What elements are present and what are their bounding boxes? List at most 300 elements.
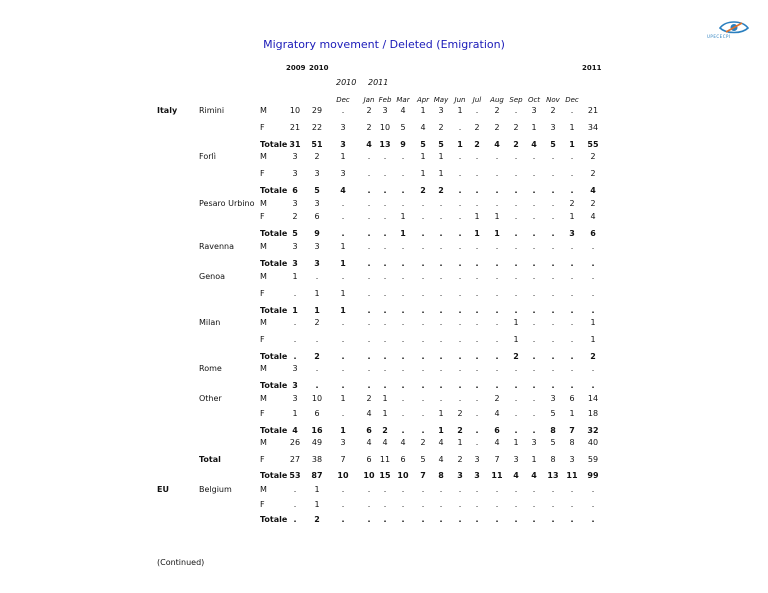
table-cell: 1 (340, 152, 346, 161)
table-cell: . (570, 500, 574, 509)
table-cell: . (367, 381, 371, 390)
table-cell: . (341, 229, 345, 238)
table-cell: 1 (420, 169, 426, 178)
table-cell: . (514, 289, 518, 298)
table-cell: 7 (340, 455, 346, 464)
table-cell: 3 (292, 242, 298, 251)
table-cell: 2 (590, 199, 596, 208)
table-cell: . (475, 409, 479, 418)
table-cell: 11 (566, 471, 578, 480)
table-cell: . (293, 289, 297, 298)
table-cell: . (421, 289, 425, 298)
table-cell: 11 (379, 455, 391, 464)
table-cell: . (439, 199, 443, 208)
table-cell: . (532, 242, 536, 251)
table-cell: . (383, 259, 387, 268)
table-cell: . (495, 289, 499, 298)
row-label: M (260, 438, 267, 447)
table-cell: . (458, 515, 462, 524)
table-cell: . (439, 306, 443, 315)
table-cell: . (514, 106, 518, 115)
table-cell: . (532, 306, 536, 315)
table-cell: 3 (340, 438, 346, 447)
table-cell: 8 (569, 438, 575, 447)
table-cell: 9 (314, 229, 320, 238)
table-cell: . (421, 364, 425, 373)
row-label: F (260, 123, 265, 132)
table-cell: . (551, 229, 555, 238)
table-cell: 1 (340, 259, 346, 268)
column-header: Jul (472, 96, 482, 104)
table-cell: . (341, 500, 345, 509)
table-cell: . (421, 394, 425, 403)
table-cell: . (341, 318, 345, 327)
table-cell: 2 (590, 152, 596, 161)
table-cell: 34 (587, 123, 599, 132)
table-cell: 2 (438, 186, 444, 195)
table-cell: . (495, 364, 499, 373)
table-cell: . (551, 381, 555, 390)
table-cell: . (401, 169, 405, 178)
table-cell: . (421, 485, 425, 494)
table-cell: . (293, 500, 297, 509)
table-cell: 4 (590, 212, 596, 221)
table-cell: 2 (494, 106, 500, 115)
table-cell: . (475, 335, 479, 344)
row-label: M (260, 485, 267, 494)
table-cell: . (514, 242, 518, 251)
table-cell: 3 (292, 394, 298, 403)
table-cell: 13 (379, 140, 391, 149)
table-cell: 2 (366, 394, 372, 403)
table-cell: . (421, 199, 425, 208)
table-cell: 49 (311, 438, 323, 447)
table-cell: . (551, 318, 555, 327)
table-cell: 87 (311, 471, 323, 480)
table-cell: . (367, 229, 371, 238)
table-cell: 1 (513, 438, 519, 447)
table-cell: 21 (289, 123, 301, 132)
table-cell: . (315, 272, 319, 281)
table-cell: . (475, 242, 479, 251)
table-cell: 3 (474, 471, 480, 480)
row-label: F (260, 289, 265, 298)
table-cell: 1 (382, 409, 388, 418)
table-cell: . (293, 335, 297, 344)
table-cell: 4 (494, 140, 500, 149)
table-cell: . (458, 318, 462, 327)
table-cell: 3 (382, 106, 388, 115)
table-cell: . (475, 186, 479, 195)
table-cell: . (551, 186, 555, 195)
table-cell: . (458, 500, 462, 509)
table-cell: 29 (311, 106, 323, 115)
table-cell: . (401, 289, 405, 298)
column-header: Dec (336, 96, 350, 104)
table-cell: 11 (491, 471, 503, 480)
table-cell: 1 (569, 409, 575, 418)
table-cell: . (570, 259, 574, 268)
table-cell: . (401, 485, 405, 494)
table-cell: 1 (292, 409, 298, 418)
table-cell: 3 (292, 259, 298, 268)
table-cell: . (439, 259, 443, 268)
table-cell: 3 (292, 152, 298, 161)
table-cell: . (551, 199, 555, 208)
table-cell: . (383, 199, 387, 208)
table-cell: . (514, 500, 518, 509)
table-cell: . (514, 381, 518, 390)
table-cell: . (341, 364, 345, 373)
table-cell: . (458, 364, 462, 373)
table-cell: . (570, 242, 574, 251)
table-cell: . (475, 318, 479, 327)
table-cell: . (495, 485, 499, 494)
table-cell: . (551, 259, 555, 268)
place-label: Pesaro Urbino (199, 199, 255, 208)
table-cell: . (367, 199, 371, 208)
table-cell: 4 (366, 438, 372, 447)
table-cell: 1 (340, 394, 346, 403)
table-cell: . (458, 352, 462, 361)
table-cell: 8 (550, 455, 556, 464)
table-cell: 2 (366, 106, 372, 115)
table-cell: . (532, 229, 536, 238)
table-cell: . (475, 485, 479, 494)
table-cell: . (551, 169, 555, 178)
table-cell: . (475, 272, 479, 281)
table-cell: . (495, 152, 499, 161)
year-2010: 2010 (309, 64, 329, 72)
table-cell: 2 (457, 455, 463, 464)
table-cell: . (551, 289, 555, 298)
table-cell: . (439, 318, 443, 327)
table-cell: . (532, 259, 536, 268)
table-cell: 1 (340, 242, 346, 251)
table-cell: 1 (420, 152, 426, 161)
table-cell: . (551, 352, 555, 361)
table-cell: . (439, 212, 443, 221)
table-cell: 3 (550, 394, 556, 403)
table-cell: 7 (420, 471, 426, 480)
table-cell: . (383, 335, 387, 344)
table-cell: . (383, 318, 387, 327)
table-cell: 27 (289, 455, 301, 464)
table-cell: 6 (366, 455, 372, 464)
table-cell: 1 (590, 335, 596, 344)
table-cell: 2 (590, 169, 596, 178)
table-cell: 1 (457, 140, 463, 149)
sub-year-2010: 2010 (336, 78, 357, 87)
table-cell: . (458, 335, 462, 344)
table-cell: . (532, 272, 536, 281)
table-cell: . (383, 152, 387, 161)
table-cell: . (293, 352, 297, 361)
table-cell: 2 (494, 394, 500, 403)
table-cell: . (570, 352, 574, 361)
table-cell: . (421, 229, 425, 238)
column-header: Jan (363, 96, 375, 104)
table-cell: . (439, 229, 443, 238)
place-label: Other (199, 394, 222, 403)
column-header: Feb (378, 96, 392, 104)
table-cell: . (421, 242, 425, 251)
table-cell: 1 (382, 394, 388, 403)
table-cell: . (495, 306, 499, 315)
table-cell: 3 (314, 242, 320, 251)
table-cell: 3 (314, 199, 320, 208)
table-cell: . (383, 352, 387, 361)
table-cell: . (401, 515, 405, 524)
table-cell: 3 (292, 381, 298, 390)
table-cell: . (591, 364, 595, 373)
table-cell: 1 (474, 229, 480, 238)
row-label: F (260, 212, 265, 221)
table-cell: 99 (587, 471, 599, 480)
table-cell: . (401, 242, 405, 251)
table-cell: 13 (547, 471, 559, 480)
table-cell: . (458, 169, 462, 178)
table-cell: . (591, 242, 595, 251)
table-cell: . (475, 364, 479, 373)
place-label: Milan (199, 318, 221, 327)
table-cell: . (532, 485, 536, 494)
row-label: M (260, 272, 267, 281)
table-cell: . (551, 364, 555, 373)
table-cell: 3 (531, 106, 537, 115)
year-2011: 2011 (582, 64, 602, 72)
table-cell: 4 (400, 106, 406, 115)
table-cell: 2 (457, 409, 463, 418)
table-cell: . (475, 515, 479, 524)
table-cell: . (458, 289, 462, 298)
table-cell: 2 (474, 140, 480, 149)
table-cell: . (439, 335, 443, 344)
table-cell: 1 (340, 306, 346, 315)
table-cell: . (383, 186, 387, 195)
table-cell: 5 (550, 409, 556, 418)
table-cell: . (591, 259, 595, 268)
table-cell: . (293, 485, 297, 494)
table-cell: 3 (292, 169, 298, 178)
table-cell: . (383, 381, 387, 390)
table-cell: . (570, 106, 574, 115)
table-cell: 3 (314, 169, 320, 178)
table-cell: . (401, 500, 405, 509)
table-cell: 3 (569, 455, 575, 464)
table-cell: 2 (569, 199, 575, 208)
table-cell: 1 (314, 485, 320, 494)
table-cell: . (367, 306, 371, 315)
table-cell: . (367, 318, 371, 327)
table-cell: . (591, 306, 595, 315)
table-cell: 18 (587, 409, 599, 418)
row-label: M (260, 106, 267, 115)
table-cell: 1 (474, 212, 480, 221)
table-cell: 40 (587, 438, 599, 447)
table-cell: . (570, 335, 574, 344)
table-cell: 4 (420, 123, 426, 132)
table-cell: 9 (400, 140, 406, 149)
table-cell: . (383, 272, 387, 281)
table-cell: . (570, 152, 574, 161)
table-cell: . (367, 289, 371, 298)
table-cell: 1 (531, 455, 537, 464)
table-cell: 6 (569, 394, 575, 403)
table-cell: 4 (494, 409, 500, 418)
table-cell: 3 (531, 438, 537, 447)
table-cell: . (439, 289, 443, 298)
table-cell: 7 (569, 426, 575, 435)
table-cell: . (439, 242, 443, 251)
table-cell: 3 (340, 169, 346, 178)
place-label: Rimini (199, 106, 225, 115)
table-cell: 2 (550, 106, 556, 115)
table-cell: 51 (311, 140, 323, 149)
table-cell: 4 (590, 186, 596, 195)
table-cell: . (591, 272, 595, 281)
table-cell: . (551, 242, 555, 251)
table-cell: . (421, 306, 425, 315)
table-cell: . (439, 394, 443, 403)
table-cell: . (514, 409, 518, 418)
table-cell: . (458, 212, 462, 221)
table-cell: . (532, 394, 536, 403)
table-cell: 4 (382, 438, 388, 447)
table-cell: 3 (340, 123, 346, 132)
column-header: May (433, 96, 449, 104)
table-cell: . (401, 381, 405, 390)
table-cell: 10 (289, 106, 301, 115)
table-cell: . (383, 212, 387, 221)
table-cell: . (439, 515, 443, 524)
table-cell: . (570, 381, 574, 390)
table-cell: . (514, 515, 518, 524)
table-cell: 4 (438, 438, 444, 447)
table-cell: . (341, 515, 345, 524)
table-cell: . (495, 242, 499, 251)
table-cell: 2 (382, 426, 388, 435)
table-cell: . (495, 272, 499, 281)
table-cell: . (475, 259, 479, 268)
table-cell: . (591, 289, 595, 298)
table-cell: . (475, 381, 479, 390)
continued-note: (Continued) (157, 558, 205, 567)
table-cell: . (401, 426, 405, 435)
table-cell: . (495, 259, 499, 268)
table-cell: 1 (590, 318, 596, 327)
table-cell: . (532, 364, 536, 373)
table-cell: . (591, 515, 595, 524)
table-cell: . (421, 272, 425, 281)
table-cell: 3 (569, 229, 575, 238)
table-cell: . (401, 364, 405, 373)
table-cell: 16 (311, 426, 323, 435)
table-cell: . (514, 169, 518, 178)
table-cell: . (475, 394, 479, 403)
table-cell: . (315, 335, 319, 344)
table-cell: 1 (340, 426, 346, 435)
table-cell: . (495, 335, 499, 344)
table-cell: 1 (400, 212, 406, 221)
table-cell: . (367, 169, 371, 178)
row-label: Totale (260, 381, 288, 390)
table-cell: 1 (569, 140, 575, 149)
table-cell: . (495, 500, 499, 509)
table-cell: 4 (531, 140, 537, 149)
place-label: Rome (199, 364, 222, 373)
table-cell: . (570, 515, 574, 524)
table-cell: 2 (314, 152, 320, 161)
table-cell: 4 (366, 140, 372, 149)
table-cell: 2 (513, 352, 519, 361)
table-cell: . (293, 515, 297, 524)
place-label: Total (199, 455, 221, 464)
table-cell: . (475, 169, 479, 178)
table-cell: 4 (531, 471, 537, 480)
place-label: Genoa (199, 272, 225, 281)
logo-text: UPECECPI (707, 34, 731, 39)
table-cell: 2 (438, 123, 444, 132)
column-header: Oct (527, 96, 541, 104)
table-cell: . (341, 409, 345, 418)
table-cell: 1 (513, 318, 519, 327)
table-cell: 2 (314, 352, 320, 361)
table-cell: 6 (314, 409, 320, 418)
table-cell: . (475, 352, 479, 361)
table-cell: 4 (438, 455, 444, 464)
page-title: Migratory movement / Deleted (Emigration) (263, 38, 505, 51)
table-cell: . (570, 169, 574, 178)
table-cell: 1 (569, 123, 575, 132)
table-cell: . (421, 318, 425, 327)
table-cell: . (532, 409, 536, 418)
table-cell: 5 (400, 123, 406, 132)
table-cell: . (532, 199, 536, 208)
table-cell: . (458, 394, 462, 403)
table-cell: . (367, 500, 371, 509)
table-cell: 5 (292, 229, 298, 238)
table-cell: 1 (340, 289, 346, 298)
table-cell: 2 (366, 123, 372, 132)
table-cell: 59 (587, 455, 599, 464)
table-cell: 2 (420, 438, 426, 447)
table-cell: . (475, 152, 479, 161)
table-cell: 8 (550, 426, 556, 435)
table-cell: . (439, 364, 443, 373)
table-cell: . (421, 381, 425, 390)
table-cell: . (532, 152, 536, 161)
table-cell: 6 (494, 426, 500, 435)
place-label: Ravenna (199, 242, 234, 251)
table-cell: . (532, 212, 536, 221)
table-cell: 1 (438, 426, 444, 435)
table-cell: . (532, 169, 536, 178)
table-cell: . (514, 152, 518, 161)
table-cell: . (514, 212, 518, 221)
row-label: M (260, 199, 267, 208)
table-cell: . (495, 186, 499, 195)
table-cell: 6 (590, 229, 596, 238)
table-cell: . (570, 272, 574, 281)
table-cell: . (421, 426, 425, 435)
table-cell: 2 (513, 123, 519, 132)
table-cell: . (421, 259, 425, 268)
table-cell: . (401, 409, 405, 418)
table-cell: . (570, 485, 574, 494)
table-cell: . (514, 259, 518, 268)
table-cell: 3 (292, 199, 298, 208)
